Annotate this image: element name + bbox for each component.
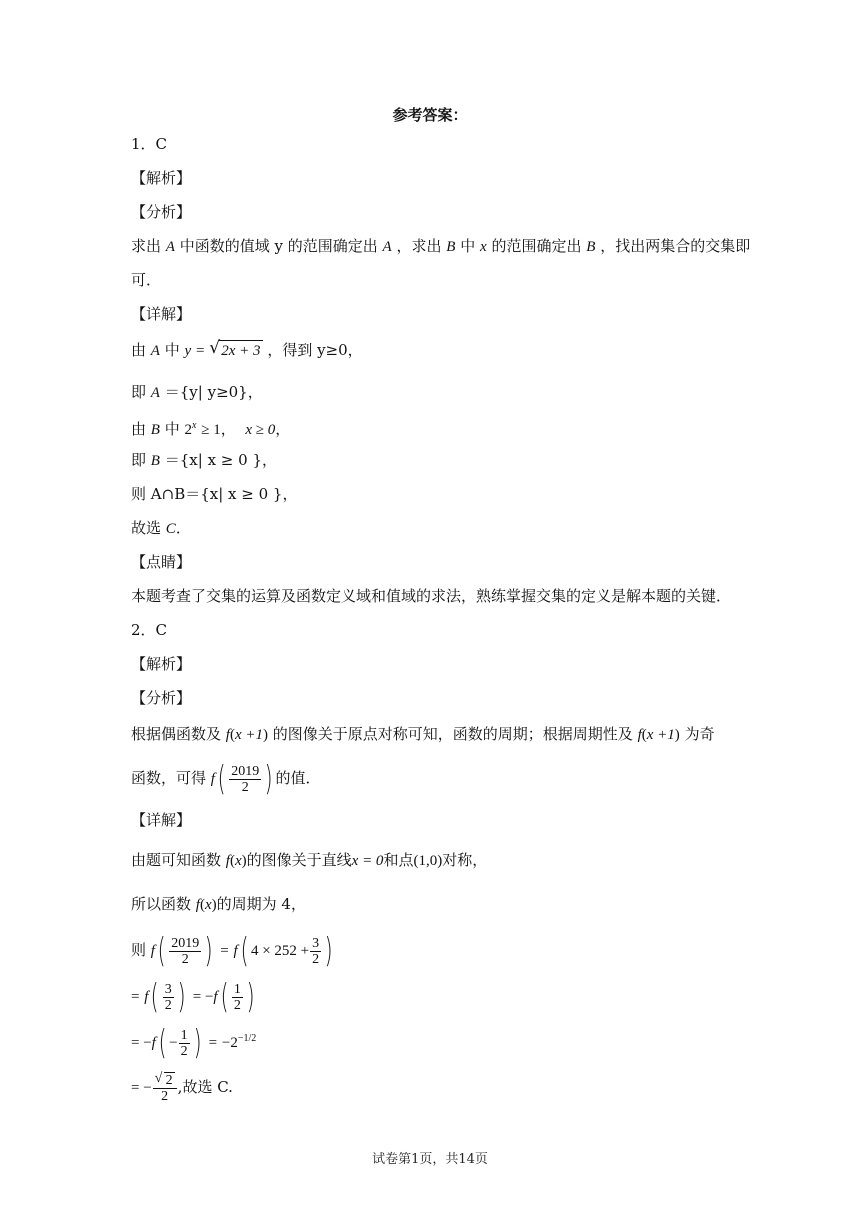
- q2-detail-2: 所以函数 f(x)的周期为 4，: [131, 895, 306, 913]
- fraction: $\frac{1}{2}$: [180, 1027, 188, 1059]
- fraction: $\frac{2019}{2}$: [171, 935, 200, 967]
- q2-equation-3: = −f( − $\frac{1}{2}$ ) = $-2^{-1/2}$: [131, 1023, 257, 1063]
- q2-equation-4: = − √ 2 2 ,故选 C.: [131, 1071, 233, 1104]
- q1-step-1: 由 A 中 y = √ 2x + 3 ，得到 y≥0，: [131, 338, 363, 359]
- q2-detail-1: 由题可知函数 f(x)的图像关于直线x = 0和点(1,0)对称，: [131, 851, 488, 869]
- q1-number: 1．C: [131, 135, 168, 153]
- q1-jiexi-heading: 【解析】: [131, 169, 192, 187]
- fraction: $\frac{2019}{2}$: [231, 763, 260, 795]
- q2-fenxi-heading: 【分析】: [131, 689, 192, 707]
- sqrt-expression: √ 2: [154, 1071, 173, 1088]
- q1-step-2: 即 A ＝{y| y≥0}，: [131, 383, 263, 401]
- q1-step-4: 即 B ＝{x| x ≥ 0 }，: [131, 451, 277, 469]
- page-footer: 试卷第1页，共14页: [372, 1152, 488, 1167]
- q1-xiangjie-heading: 【详解】: [131, 305, 192, 323]
- q1-analysis-line2: 可．: [131, 271, 162, 289]
- q1-step-3: 由 B 中 2$^x$ ≥ 1， x ≥ 0，: [131, 420, 291, 438]
- q2-xiangjie-heading: 【详解】: [131, 811, 192, 829]
- q1-fenxi-heading: 【分析】: [131, 203, 192, 221]
- fraction: $\frac{1}{2}$: [233, 981, 241, 1013]
- fraction: √ 2 2: [153, 1072, 177, 1104]
- q2-analysis-line1: 根据偶函数及 f(x +1) 的图像关于原点对称可知，函数的周期；根据周期性及 f(x +1) 为奇: [131, 725, 715, 743]
- q2-equation-1: 则 f( $\frac{2019}{2}$ ) = f( 4 × 252 + $\frac{3}{2}$ ): [131, 931, 333, 971]
- q2-jiexi-heading: 【解析】: [131, 655, 192, 673]
- sqrt-expression: √ 2x + 3: [209, 338, 261, 359]
- q1-summary: 本题考查了交集的运算及函数定义域和值域的求法，熟练掌握交集的定义是解本题的关键．: [131, 587, 732, 605]
- q1-step-5: 则 A∩B＝{x| x ≥ 0 }，: [131, 485, 298, 503]
- fraction: $\frac{3}{2}$: [312, 935, 320, 967]
- q1-dianjing-heading: 【点睛】: [131, 553, 192, 571]
- page-title: 参考答案：: [392, 106, 468, 124]
- q2-equation-2: = f( $\frac{3}{2}$ ) = −f( $\frac{1}{2}$ ): [131, 977, 255, 1017]
- q2-analysis-line2: 函数，可得 f( $\frac{2019}{2}$ ) 的值．: [131, 759, 321, 799]
- q1-step-6: 故选 C．: [131, 519, 191, 537]
- fraction: $\frac{3}{2}$: [164, 981, 172, 1013]
- q2-number: 2．C: [131, 621, 168, 639]
- q1-analysis-line1: 求出 A 中函数的值域 y 的范围确定出 A ，求出 B 中 x 的范围确定出 B ，找出两集合的交集即: [131, 237, 751, 255]
